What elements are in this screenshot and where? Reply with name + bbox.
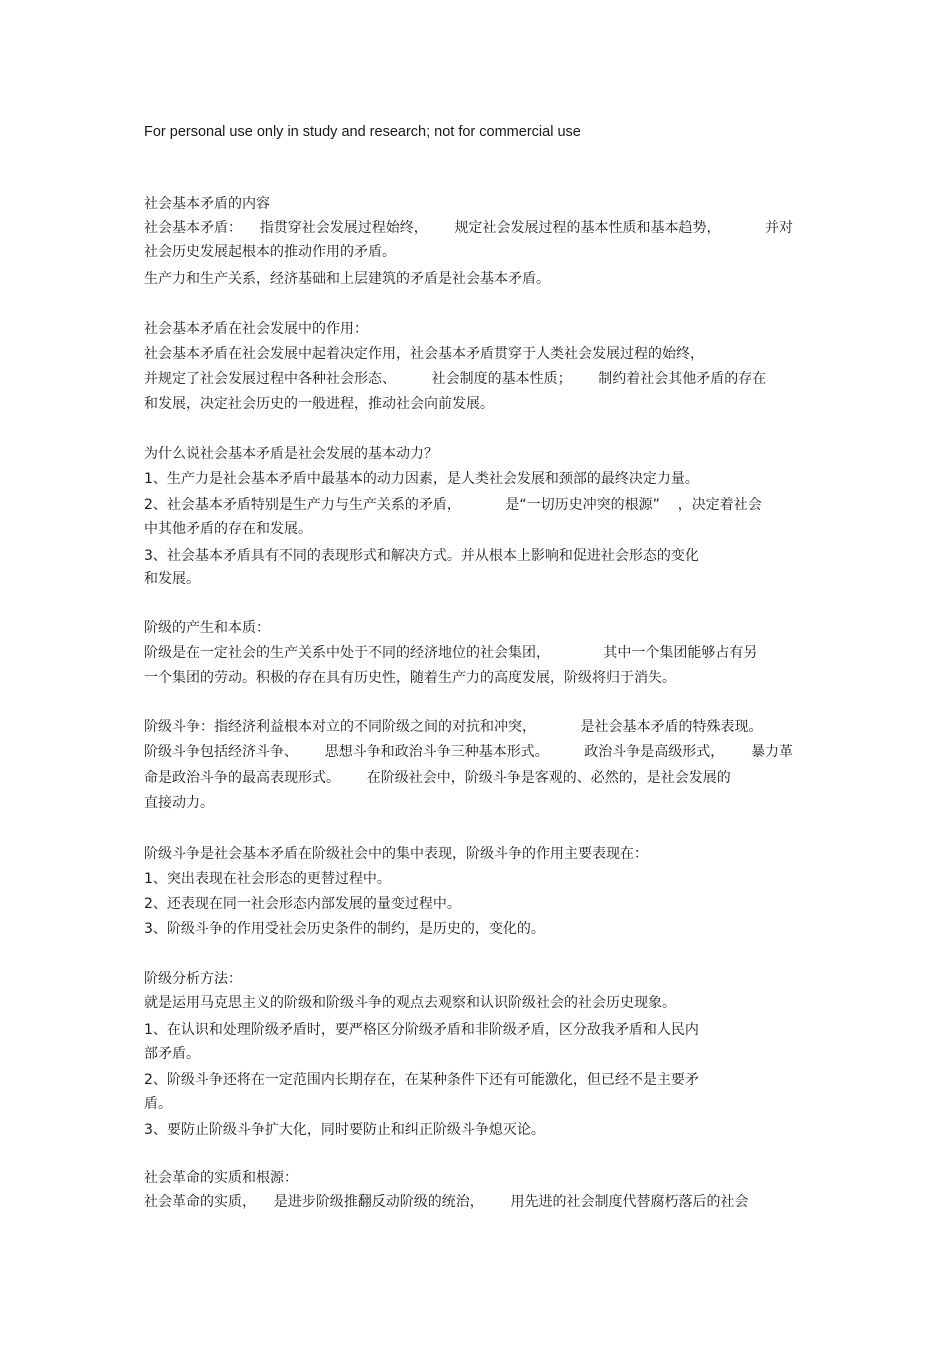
text-line: 中其他矛盾的存在和发展。: [144, 521, 312, 537]
heading-class-origin: 阶级的产生和本质：: [144, 620, 270, 636]
heading-basic-contradiction-role: 社会基本矛盾在社会发展中的作用：: [144, 321, 368, 337]
list-item: 2、社会基本矛盾特别是生产力与生产关系的矛盾， 是“一切历史冲突的根源” ，决定着社会: [144, 497, 762, 513]
text-line: 社会历史发展起根本的推动作用的矛盾。: [144, 244, 396, 260]
text-line: 阶级斗争包括经济斗争、 思想斗争和政治斗争三种基本形式。 政治斗争是高级形式， 暴力革: [144, 744, 794, 760]
list-item: 1、在认识和处理阶级矛盾时，要严格区分阶级矛盾和非阶级矛盾，区分敌我矛盾和人民内: [144, 1022, 699, 1038]
list-item: 3、要防止阶级斗争扩大化，同时要防止和纠正阶级斗争熄灭论。: [144, 1122, 545, 1138]
text-line: 生产力和生产关系，经济基础和上层建筑的矛盾是社会基本矛盾。: [144, 271, 550, 287]
text-line: 命是政治斗争的最高表现形式。 在阶级社会中，阶级斗争是客观的、必然的，是社会发展的: [144, 770, 731, 786]
text-line: 就是运用马克思主义的阶级和阶级斗争的观点去观察和认识阶级社会的社会历史现象。: [144, 995, 676, 1011]
list-item: 3、阶级斗争的作用受社会历史条件的制约，是历史的，变化的。: [144, 921, 545, 937]
heading-class-analysis-method: 阶级分析方法：: [144, 971, 242, 987]
heading-class-struggle-role: 阶级斗争是社会基本矛盾在阶级社会中的集中表现，阶级斗争的作用主要表现在：: [144, 846, 648, 862]
usage-notice: For personal use only in study and research; not for commercial use: [144, 124, 581, 140]
text-line: 部矛盾。: [144, 1046, 200, 1062]
text-line: 一个集团的劳动。积极的存在具有历史性，随着生产力的高度发展，阶级将归于消失。: [144, 670, 676, 686]
text-line: 盾。: [144, 1096, 172, 1112]
text-line: 并规定了社会发展过程中各种社会形态、 社会制度的基本性质； 制约着社会其他矛盾的存在: [144, 371, 767, 387]
list-item: 2、阶级斗争还将在一定范围内长期存在，在某种条件下还有可能激化，但已经不是主要矛: [144, 1072, 699, 1088]
list-item: 1、突出表现在社会形态的更替过程中。: [144, 871, 391, 887]
text-line: 阶级是在一定社会的生产关系中处于不同的经济地位的社会集团， 其中一个集团能够占有另: [144, 645, 758, 661]
text-line: 直接动力。: [144, 795, 214, 811]
heading-basic-driving-force: 为什么说社会基本矛盾是社会发展的基本动力？: [144, 446, 438, 462]
heading-basic-contradiction-content: 社会基本矛盾的内容: [144, 196, 270, 212]
list-item: 1、生产力是社会基本矛盾中最基本的动力因素，是人类社会发展和颈部的最终决定力量。: [144, 471, 699, 487]
heading-social-revolution: 社会革命的实质和根源：: [144, 1170, 298, 1186]
text-line: 社会基本矛盾： 指贯穿社会发展过程始终， 规定社会发展过程的基本性质和基本趋势， 并对: [144, 220, 794, 236]
text-line: 社会革命的实质， 是进步阶级推翻反动阶级的统治， 用先进的社会制度代替腐朽落后的社会: [144, 1194, 749, 1210]
list-item: 3、社会基本矛盾具有不同的表现形式和解决方式。并从根本上影响和促进社会形态的变化: [144, 548, 699, 564]
text-line: 社会基本矛盾在社会发展中起着决定作用，社会基本矛盾贯穿于人类社会发展过程的始终，: [144, 346, 704, 362]
list-item: 2、还表现在同一社会形态内部发展的量变过程中。: [144, 896, 461, 912]
text-line: 阶级斗争：指经济利益根本对立的不同阶级之间的对抗和冲突， 是社会基本矛盾的特殊表现。: [144, 719, 763, 735]
text-line: 和发展。: [144, 571, 200, 587]
text-line: 和发展，决定社会历史的一般进程，推动社会向前发展。: [144, 396, 494, 412]
